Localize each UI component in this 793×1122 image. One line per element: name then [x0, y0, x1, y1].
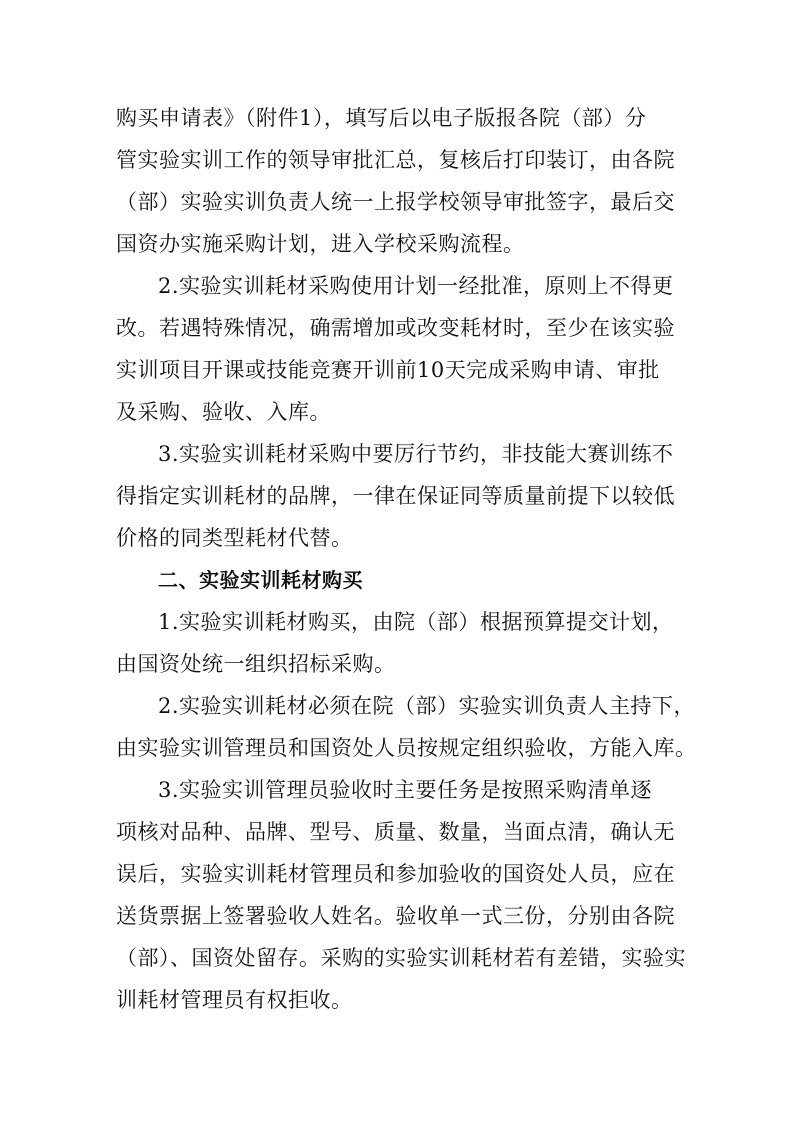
paragraph-line: 1.实验实训耗材购买，由院（部）根据预算提交计划，: [158, 610, 674, 634]
paragraph-line: （部）实验实训负责人统一上报学校领导审批签字，最后交: [116, 190, 675, 214]
paragraph-line: 误后，实验实训耗材管理员和参加验收的国资处人员，应在: [116, 862, 675, 886]
paragraph-line: 由国资处统一组织招标采购。: [116, 652, 396, 676]
paragraph-line: 训耗材管理员有权拒收。: [116, 988, 353, 1012]
paragraph-line: 2.实验实训耗材采购使用计划一经批准，原则上不得更: [158, 274, 674, 298]
paragraph-line: 3.实验实训管理员验收时主要任务是按照采购清单逐: [158, 778, 653, 802]
paragraph-line: 管实验实训工作的领导审批汇总，复核后打印装订，由各院: [116, 148, 675, 172]
section-heading: 二、实验实训耗材购买: [158, 568, 363, 592]
paragraph-line: 得指定实训耗材的品牌，一律在保证同等质量前提下以较低: [116, 484, 675, 508]
paragraph-line: 及采购、验收、入库。: [116, 400, 331, 424]
paragraph-line: 国资办实施采购计划，进入学校采购流程。: [116, 232, 525, 256]
paragraph-line: 3.实验实训耗材采购中要厉行节约，非技能大赛训练不: [158, 442, 674, 466]
paragraph-line: 项核对品种、品牌、型号、质量、数量，当面点清，确认无: [116, 820, 675, 844]
paragraph-line: 送货票据上签署验收人姓名。验收单一式三份，分别由各院: [116, 904, 675, 928]
paragraph-line: 购买申请表》（附件1），填写后以电子版报各院（部）分: [116, 106, 647, 130]
paragraph-line: 价格的同类型耗材代替。: [116, 526, 353, 550]
paragraph-line: 改。若遇特殊情况，确需增加或改变耗材时，至少在该实验: [116, 316, 675, 340]
paragraph-line: 2.实验实训耗材必须在院（部）实验实训负责人主持下，: [158, 694, 696, 718]
paragraph-line: 实训项目开课或技能竞赛开训前10天完成采购申请、审批: [116, 358, 660, 382]
paragraph-line: 由实验实训管理员和国资处人员按规定组织验收，方能入库。: [116, 736, 697, 760]
paragraph-line: （部）、国资处留存。采购的实验实训耗材若有差错，实验实: [116, 946, 686, 970]
